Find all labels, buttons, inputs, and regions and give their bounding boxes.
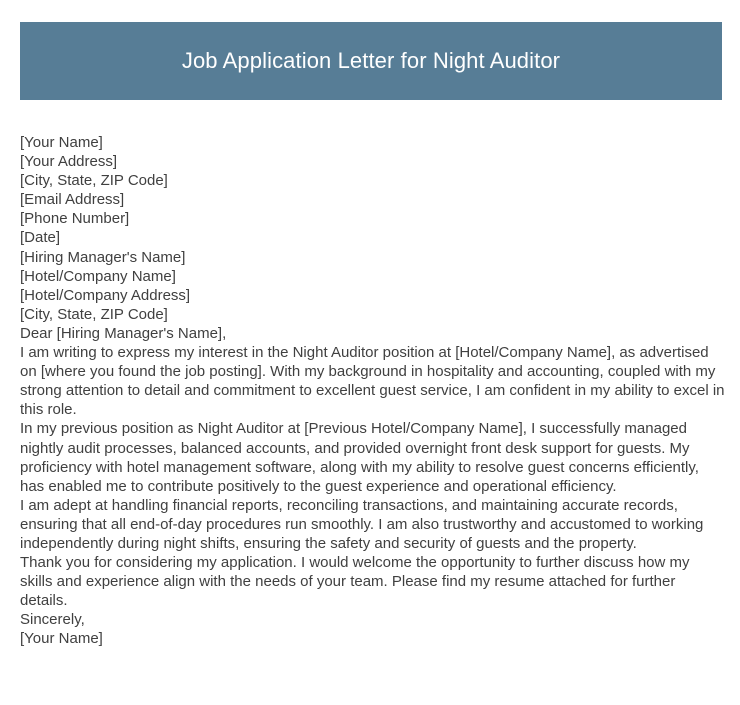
sender-line: [Phone Number] — [20, 210, 130, 228]
body-paragraph-4: Thank you for considering my application. I would welcome the opportunity to further discuss how my skills and experience align with the needs of your team. Please find my resume attached for further details. — [20, 554, 690, 610]
recipient-line: [Hotel/Company Address] — [20, 286, 191, 304]
recipient-line: [City, State, ZIP Code] — [20, 305, 168, 323]
sender-address-block — [20, 133, 725, 248]
body-paragraph-3: I am adept at handling financial reports, reconciling transactions, and maintaining accurate records, ensuring that all end-of-day procedures run smoothly. I am also trustworthy and accustomed to working independently during night shifts, ensuring the safety and security of guests and the property. — [20, 496, 704, 552]
salutation: Dear [Hiring Manager's Name], — [20, 324, 227, 342]
closing-line: Sincerely, — [20, 611, 85, 629]
document-header-banner — [20, 22, 722, 100]
recipient-line: [Hiring Manager's Name] — [20, 248, 186, 266]
recipient-address-block — [20, 248, 725, 324]
closing-block — [20, 610, 725, 648]
sender-line: [Date] — [20, 229, 61, 247]
page-title: Job Application Letter for Night Auditor — [181, 47, 561, 73]
letter-body — [20, 133, 725, 649]
sender-line: [City, State, ZIP Code] — [20, 172, 168, 190]
sender-line: [Your Address] — [20, 153, 118, 171]
sender-line: [Your Name] — [20, 134, 103, 151]
body-paragraph-1: I am writing to express my interest in the Night Auditor position at [Hotel/Company Name], as advertised on [where you found the job posting]. With my background in hospitality and accounting, coupled with my strong attention to detail and commitment to excellent guest service, I am confident in my ability to excel in this role. — [20, 344, 725, 419]
signature-line: [Your Name] — [20, 630, 103, 648]
recipient-line: [Hotel/Company Name] — [20, 267, 176, 285]
sender-line: [Email Address] — [20, 191, 125, 209]
body-paragraph-2: In my previous position as Night Auditor at [Previous Hotel/Company Name], I successfully managed nightly audit processes, balanced accounts, and provided overnight front desk support for guests. My proficiency with hotel management software, along with my ability to resolve guest concerns efficiently, has enabled me to contribute positively to the guest experience and operational efficiency. — [20, 420, 699, 495]
salutation-block — [20, 324, 725, 343]
